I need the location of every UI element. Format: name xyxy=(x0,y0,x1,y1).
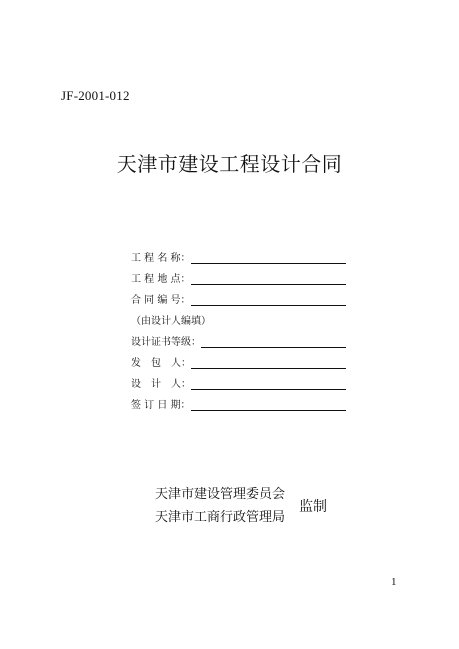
field-label: 签 订 日 期： xyxy=(131,400,191,411)
field-project-name xyxy=(131,244,346,265)
fill-in-line xyxy=(191,305,346,306)
field-note: （由设计人编填） xyxy=(131,316,211,327)
fill-in-line xyxy=(191,389,346,390)
fill-in-line xyxy=(191,368,346,369)
field-signing-date xyxy=(131,391,346,412)
field-label: 工 程 地 点： xyxy=(131,274,191,285)
field-project-location xyxy=(131,265,346,286)
field-label: 合 同 编 号： xyxy=(131,295,191,306)
authority-construction-committee: 天津市建设管理委员会 xyxy=(155,487,286,502)
field-label: 发 包 人： xyxy=(131,358,191,369)
authority-industry-commerce-bureau: 天津市工商行政管理局 xyxy=(155,510,286,525)
supervision-label: 监制 xyxy=(299,499,328,515)
field-contract-number xyxy=(131,286,346,307)
authority-list xyxy=(155,483,285,529)
supervision-block xyxy=(155,483,327,529)
fill-in-line xyxy=(201,347,346,348)
field-label: 设 计 人： xyxy=(131,379,191,390)
document-code: JF-2001-012 xyxy=(61,88,130,103)
document-title: 天津市建设工程设计合同 xyxy=(116,152,343,176)
field-label: 工 程 名 称： xyxy=(131,253,191,264)
fill-in-line xyxy=(191,410,346,411)
field-label: 设计证书等级： xyxy=(131,337,201,348)
fill-in-line xyxy=(191,263,346,264)
field-designer xyxy=(131,370,346,391)
field-client xyxy=(131,349,346,370)
fill-in-line xyxy=(191,284,346,285)
page-number: 1 xyxy=(391,576,397,588)
field-certificate-grade xyxy=(131,328,346,349)
contract-info-fields xyxy=(131,244,346,412)
